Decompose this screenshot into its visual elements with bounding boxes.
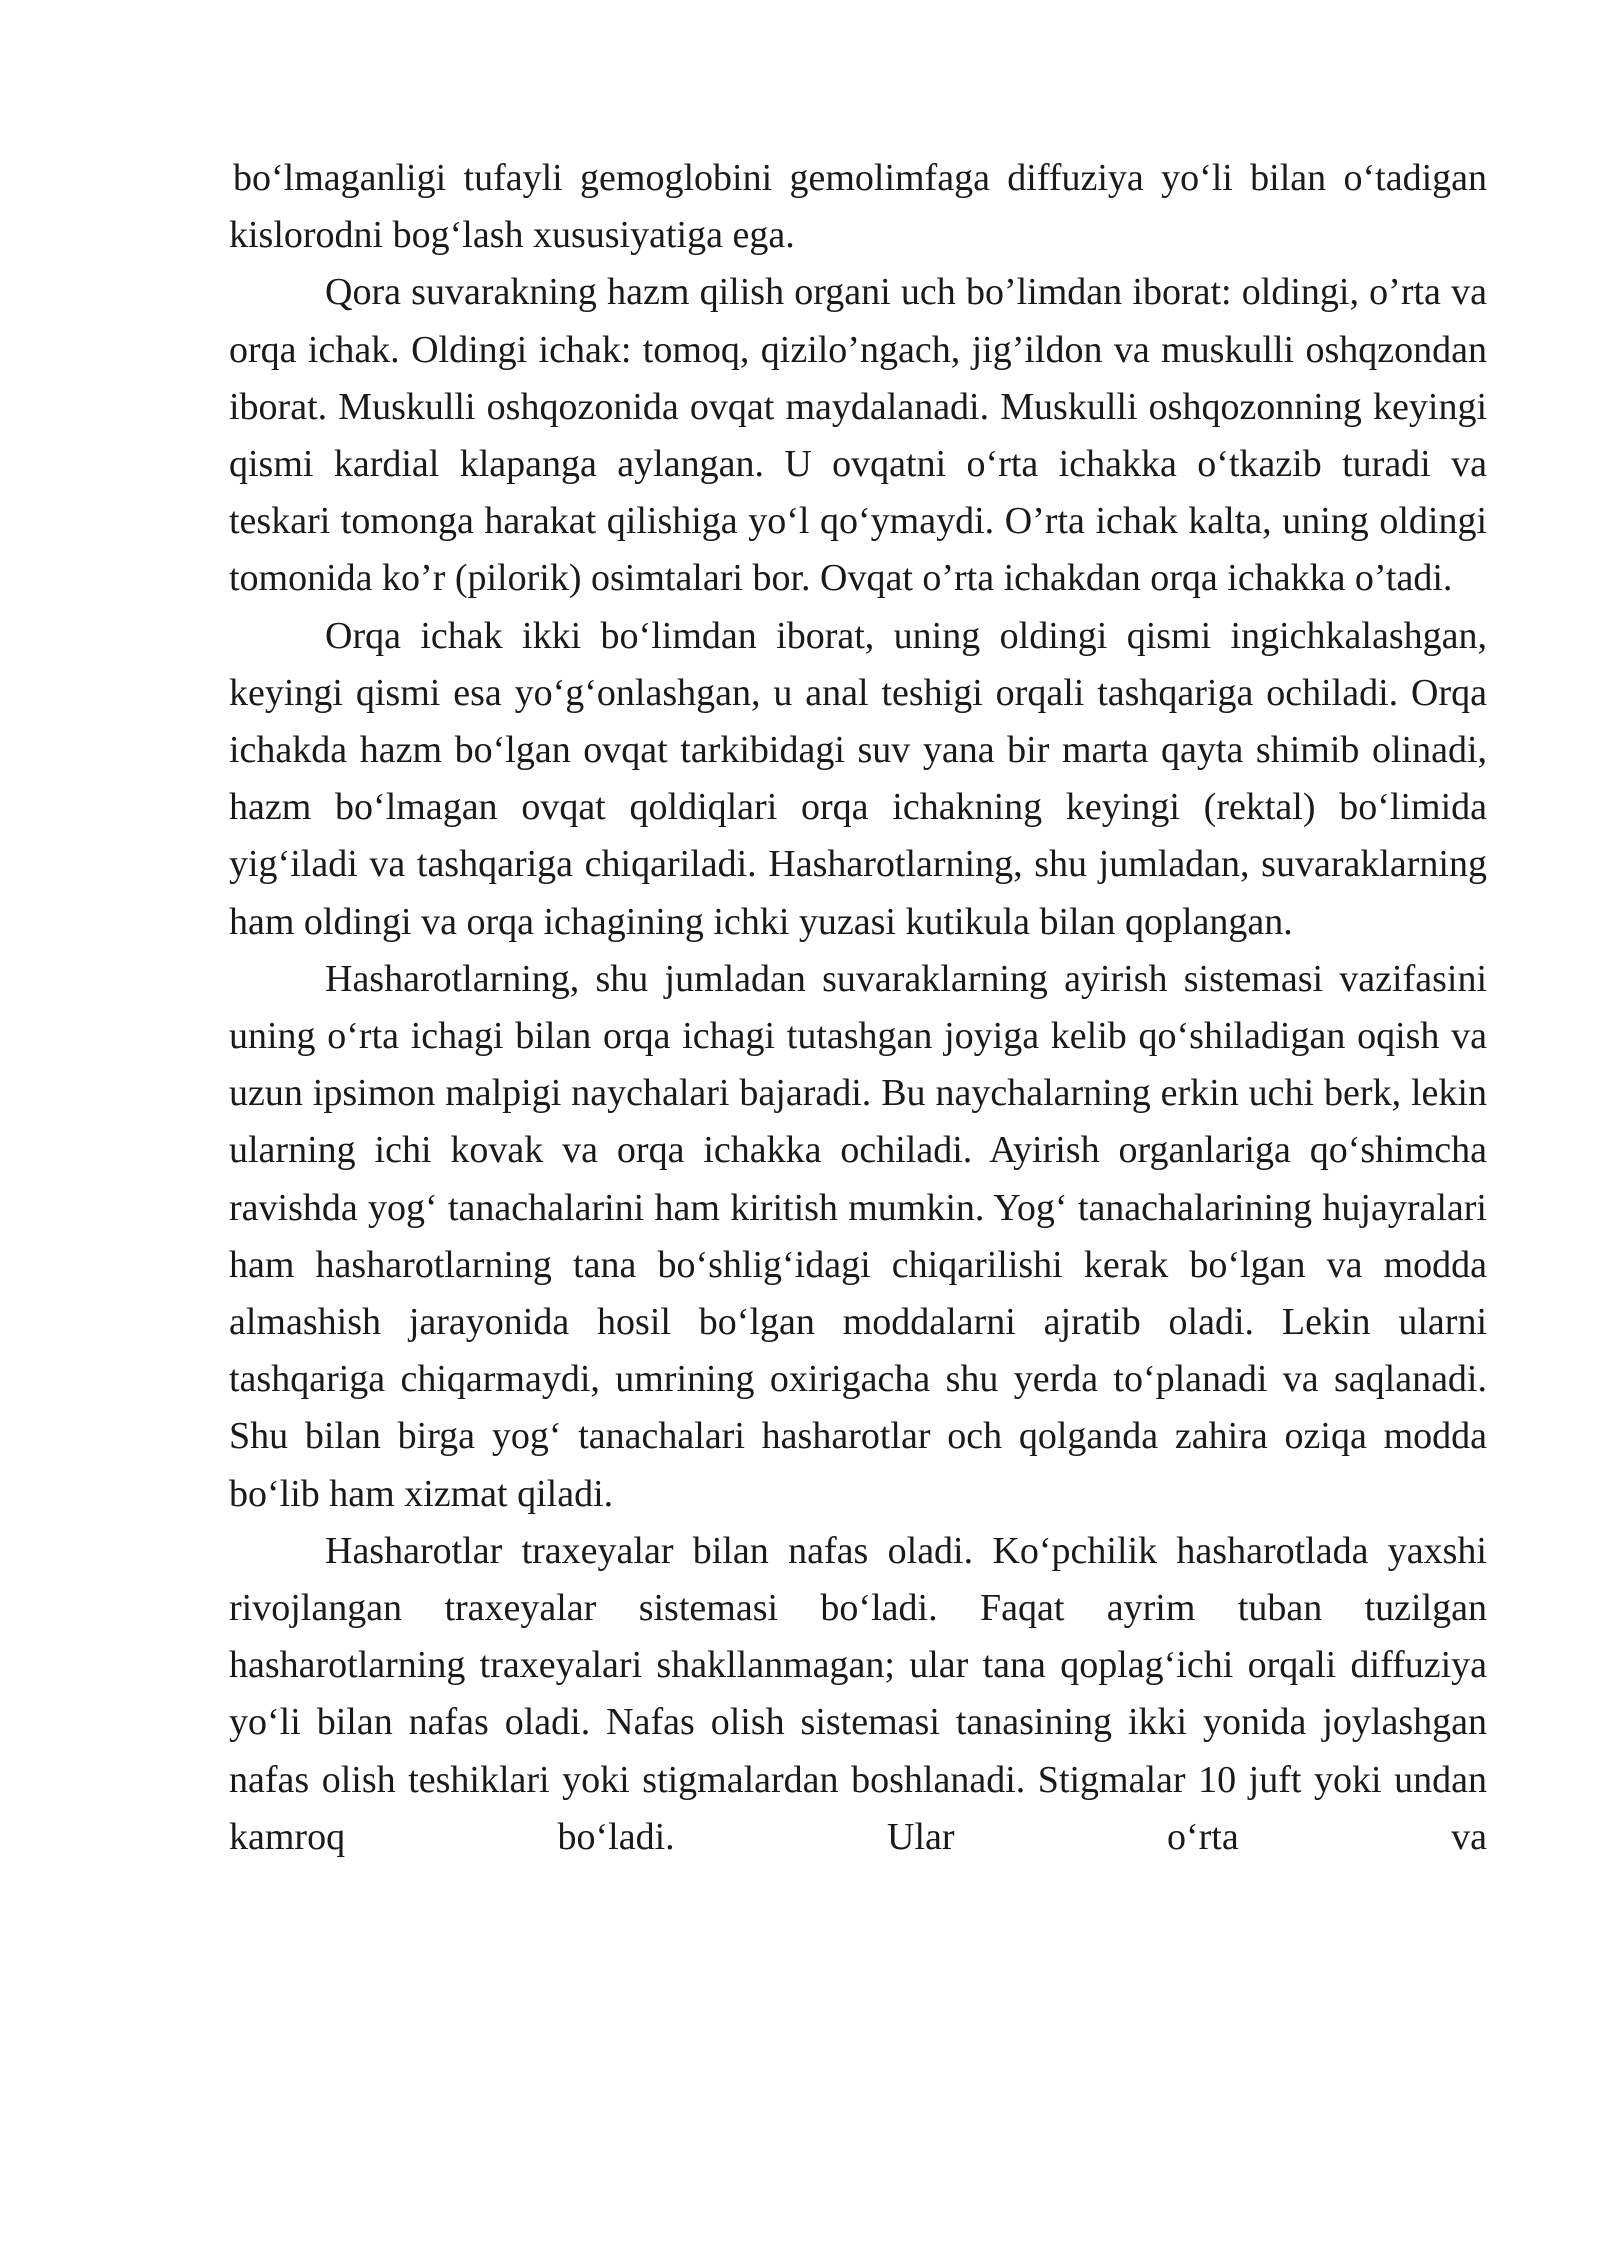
paragraph-respiratory-system: Hasharotlar traxeyalar bilan nafas oladi. Ko‘pchilik hasharotlada yaxshi rivojlangan traxeyalar sistemasi bo‘ladi. Faqat ayrim tuban tuzilgan hasharotlarning traxeyalari shakllanmagan; ular tana qoplag‘ichi orqali diffuziya yo‘li bilan nafas oladi. Nafas olish sistemasi tanasining ikki yonida joylashgan nafas olish teshiklari yoki stigmalardan boshlanadi. Stigmalar 10 juft yoki undan kamroq bo‘ladi. Ular o‘rta va (229, 1529, 1487, 1858)
paragraph-excretory-system: Hasharotlarning, shu jumladan suvaraklarning ayirish sistemasi vazifasini uning o‘rta ichagi bilan orqa ichagi tutashgan joyiga kelib qo‘shiladigan oqish va uzun ipsimon malpigi naychalari bajaradi. Bu naychalarning erkin uchi berk, lekin ularning ichi kovak va orqa ichakka ochiladi. Ayirish organlariga qo‘shimcha ravishda yog‘ tanachalarini ham kiritish mumkin. Yog‘ tanachalarining hujayralari ham hasharotlarning tana bo‘shlig‘idagi chiqarilishi kerak bo‘lgan va modda almashish jarayonida hosil bo‘lgan moddalarni ajratib oladi. Lekin ularni tashqariga chiqarmaydi, umrining oxirigacha shu yerda to‘planadi va saqlanadi. Shu bilan birga yog‘ tanachalari hasharotlar och qolganda zahira oziqa modda bo‘lib ham xizmat qiladi. (229, 957, 1487, 1515)
paragraph-continuation: bo‘lmaganligi tufayli gemoglobini gemolimfaga diffuziya yo‘li bilan o‘tadigan kislorodni bog‘lash xususiyatiga ega. (229, 157, 1487, 257)
paragraph-hindgut: Orqa ichak ikki bo‘limdan iborat, uning oldingi qismi ingichkalashgan, keyingi qismi esa yo‘g‘onlashgan, u anal teshigi orqali tashqariga ochiladi. Orqa ichakda hazm bo‘lgan ovqat tarkibidagi suv yana bir marta qayta shimib olinadi, hazm bo‘lmagan ovqat qoldiqlari orqa ichakning keyingi (rektal) bo‘limida yig‘iladi va tashqariga chiqariladi. Hasharotlarning, shu jumladan, suvaraklarning ham oldingi va orqa ichagining ichki yuzasi kutikula bilan qoplangan. (229, 614, 1487, 943)
body-text (229, 150, 1487, 1866)
paragraph-digestive-organs: Qora suvarakning hazm qilish organi uch bo’limdan iborat: oldingi, o’rta va orqa ichak. Oldingi ichak: tomoq, qizilo’ngach, jig’ildon va muskulli oshqzondan iborat. Muskulli oshqozonida ovqat maydalanadi. Muskulli oshqozonning keyingi qismi kardial klapanga aylangan. U ovqatni o‘rta ichakka o‘tkazib turadi va teskari tomonga harakat qilishiga yo‘l qo‘ymaydi. O’rta ichak kalta, uning oldingi tomonida ko’r (pilorik) osimtalari bor. Ovqat o’rta ichakdan orqa ichakka o’tadi. (229, 271, 1487, 600)
